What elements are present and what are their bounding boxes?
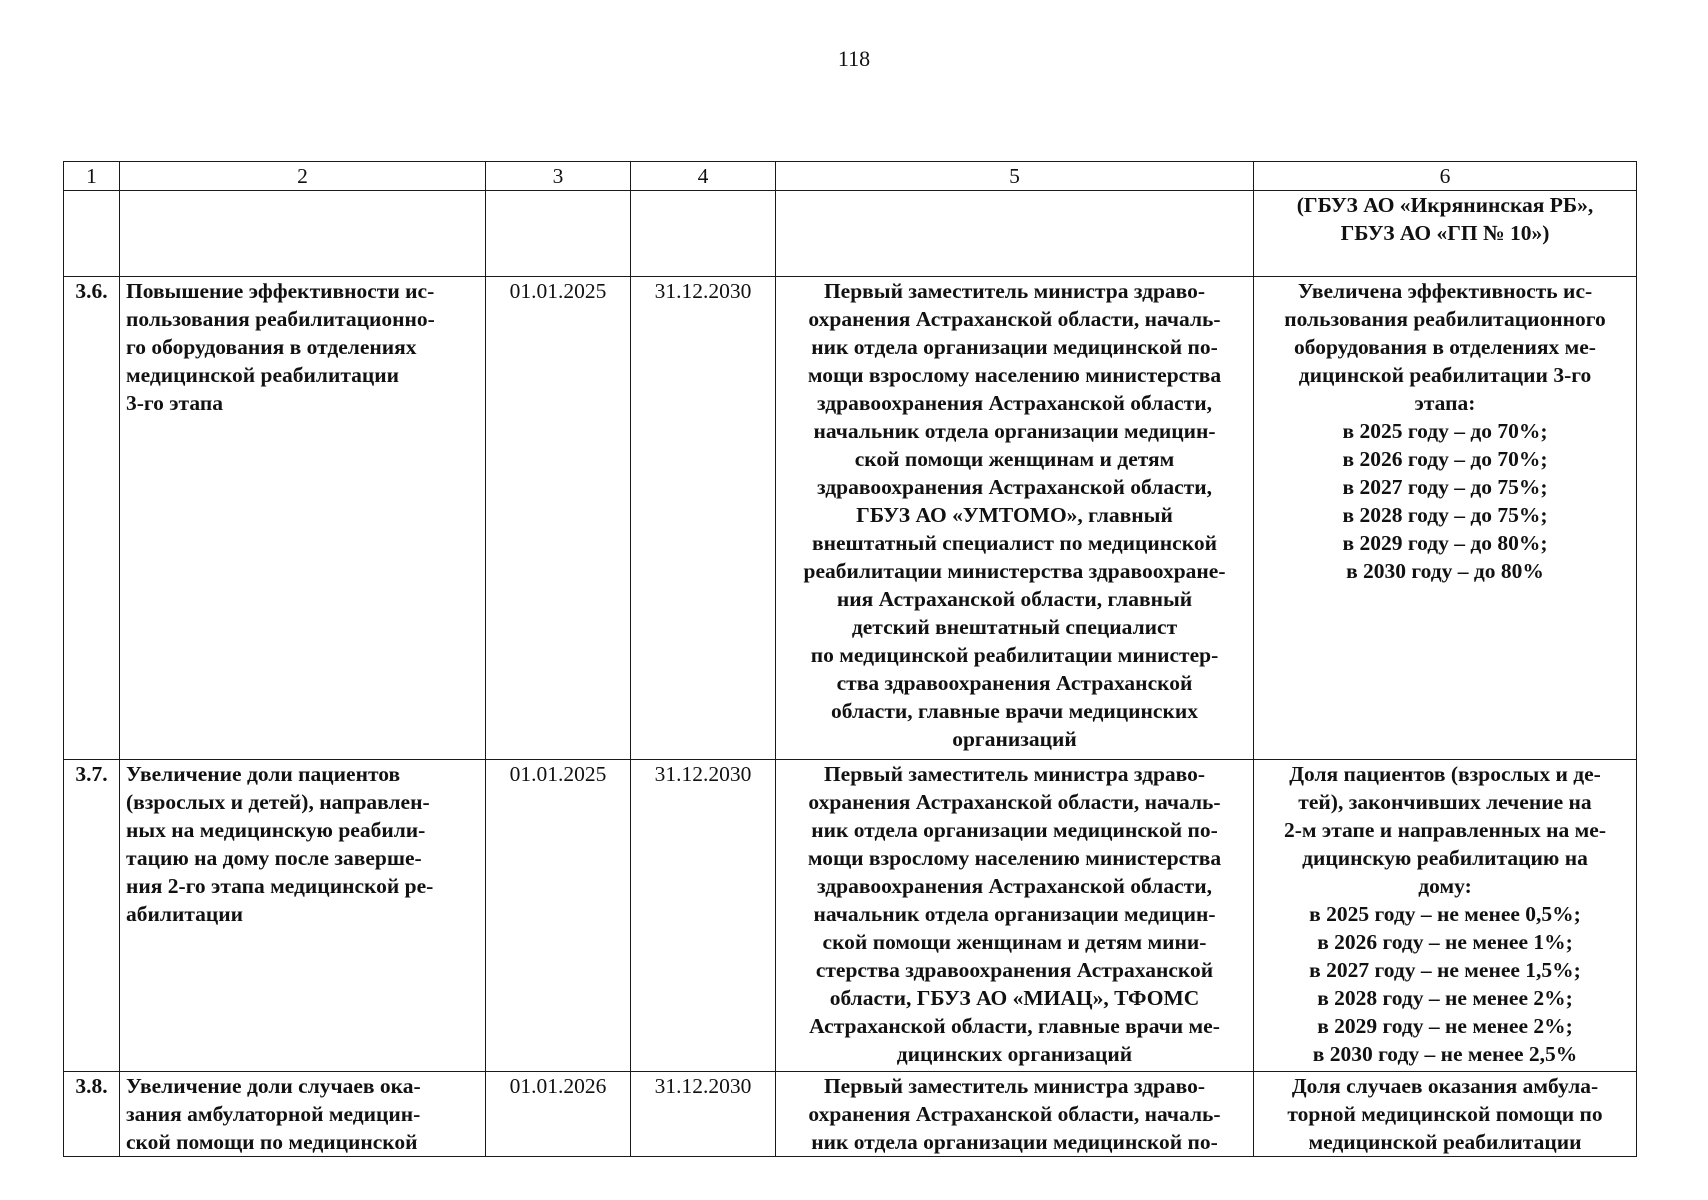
text-line: пользования реабилитационно- [126,307,435,331]
text-line: Увеличение доли случаев ока- [126,1074,421,1098]
text-line: абилитации [126,902,244,926]
start-date: 01.01.2025 [486,760,631,1072]
responsible [776,191,1254,277]
row-number: 3.7. [64,760,120,1072]
text-line: организаций [952,727,1077,751]
table-row [64,760,1637,1072]
text-line: в 2030 году – до 80% [1346,559,1544,583]
text-line: здравоохранения Астраханской области, [817,874,1212,898]
text-line: Доля случаев оказания амбула- [1291,1074,1599,1098]
text-line: области, ГБУЗ АО «МИАЦ», ТФОМС [829,986,1200,1010]
text-line: в 2027 году – до 75%; [1342,475,1548,499]
text-line: 2-м этапе и направленных на ме- [1283,818,1606,842]
text-line: области, главные врачи медицинских [831,699,1198,723]
start-date [486,191,631,277]
text-line: внештатный специалист по медицинской [812,531,1217,555]
text-line: Увеличение доли пациентов [126,762,401,786]
text-line: пользования реабилитационного [1284,307,1606,331]
text-line: ния Астраханской области, главный [836,587,1193,611]
text-line: ства здравоохранения Астраханской [836,671,1193,695]
text-line: ния 2-го этапа медицинской ре- [126,874,434,898]
expected-result [1254,760,1637,1072]
table-row [64,191,1637,277]
column-header: 1 [64,162,120,191]
text-line: в 2029 году – до 80%; [1342,531,1548,555]
row-number: 3.8. [64,1072,120,1157]
text-line: реабилитации министерства здравоохране- [803,559,1226,583]
text-line: детский внештатный специалист [851,615,1178,639]
column-header: 2 [120,162,486,191]
text-line: по медицинской реабилитации министер- [810,643,1219,667]
text-line: охранения Астраханской области, началь- [808,790,1221,814]
text-line: дицинских организаций [896,1042,1133,1066]
measure-name [120,191,486,277]
expected-result [1254,191,1637,277]
column-header: 5 [776,162,1254,191]
text-line: тей), закончивших лечение на [1298,790,1592,814]
responsible [776,277,1254,760]
text-line: 3-го этапа [126,391,223,415]
column-number-row [64,162,1637,191]
text-line: Увеличена эффективность ис- [1297,279,1593,303]
text-line: Астраханской области, главные врачи ме- [809,1014,1220,1038]
responsible [776,760,1254,1072]
row-number: 3.6. [64,277,120,760]
text-line: этапа: [1414,391,1476,415]
text-line: дицинскую реабилитацию на [1302,846,1588,870]
text-line: оборудования в отделениях ме- [1294,335,1596,359]
end-date: 31.12.2030 [631,760,776,1072]
text-line: в 2025 году – до 70%; [1342,419,1548,443]
measure-name [120,277,486,760]
text-line: в 2028 году – до 75%; [1342,503,1548,527]
text-line: дому: [1418,874,1472,898]
end-date: 31.12.2030 [631,277,776,760]
text-line: мощи взрослому населению министерства [807,363,1222,387]
page-number: 118 [837,46,871,71]
text-line: здравоохранения Астраханской области, [817,475,1212,499]
text-line: Первый заместитель министра здраво- [823,1074,1206,1098]
text-line: в 2030 году – не менее 2,5% [1312,1042,1578,1066]
text-line: ГБУЗ АО «ГП № 10») [1340,221,1550,245]
text-line: ник отдела организации медицинской по- [811,818,1218,842]
expected-result [1254,277,1637,760]
text-line: ской помощи женщинам и детям мини- [822,930,1207,954]
text-line: медицинской реабилитации [1308,1130,1582,1154]
text-line: тацию на дому после заверше- [126,846,422,870]
column-header: 6 [1254,162,1637,191]
text-line: зания амбулаторной медицин- [126,1102,421,1126]
text-line: (взрослых и детей), направлен- [126,790,430,814]
text-line: в 2025 году – не менее 0,5%; [1309,902,1581,926]
text-line: в 2027 году – не менее 1,5%; [1309,958,1581,982]
text-line: торной медицинской помощи по [1287,1102,1603,1126]
text-line: в 2029 году – не менее 2%; [1317,1014,1573,1038]
text-line: медицинской реабилитации [126,363,400,387]
text-line: го оборудования в отделениях [126,335,417,359]
text-line: мощи взрослому населению министерства [807,846,1222,870]
measure-name [120,760,486,1072]
start-date: 01.01.2025 [486,277,631,760]
text-line: в 2028 году – не менее 2%; [1317,986,1573,1010]
measure-name [120,1072,486,1157]
text-line: ской помощи по медицинской [126,1130,418,1154]
table-row [64,1072,1637,1157]
end-date: 31.12.2030 [631,1072,776,1157]
text-line: в 2026 году – до 70%; [1342,447,1548,471]
text-line: охранения Астраханской области, началь- [808,307,1221,331]
text-line: в 2026 году – не менее 1%; [1317,930,1573,954]
text-line: (ГБУЗ АО «Икрянинская РБ», [1296,193,1594,217]
text-line: охранения Астраханской области, началь- [808,1102,1221,1126]
text-line: дицинской реабилитации 3-го [1298,363,1592,387]
responsible [776,1072,1254,1157]
column-header: 3 [486,162,631,191]
text-line: Первый заместитель министра здраво- [823,279,1206,303]
text-line: ник отдела организации медицинской по- [811,335,1218,359]
start-date: 01.01.2026 [486,1072,631,1157]
text-line: начальник отдела организации медицин- [813,419,1216,443]
text-line: начальник отдела организации медицин- [813,902,1216,926]
measures-table [63,161,1637,1157]
text-line: ник отдела организации медицинской по- [811,1130,1218,1154]
text-line: ных на медицинскую реабили- [126,818,426,842]
row-number [64,191,120,277]
text-line: Первый заместитель министра здраво- [823,762,1206,786]
text-line: ской помощи женщинам и детям [854,447,1175,471]
text-line: стерства здравоохранения Астраханской [815,958,1214,982]
expected-result [1254,1072,1637,1157]
text-line: Доля пациентов (взрослых и де- [1289,762,1601,786]
column-header: 4 [631,162,776,191]
text-line: здравоохранения Астраханской области, [817,391,1212,415]
text-line: Повышение эффективности ис- [126,279,435,303]
table-row [64,277,1637,760]
end-date [631,191,776,277]
text-line: ГБУЗ АО «УМТОМО», главный [856,503,1173,527]
